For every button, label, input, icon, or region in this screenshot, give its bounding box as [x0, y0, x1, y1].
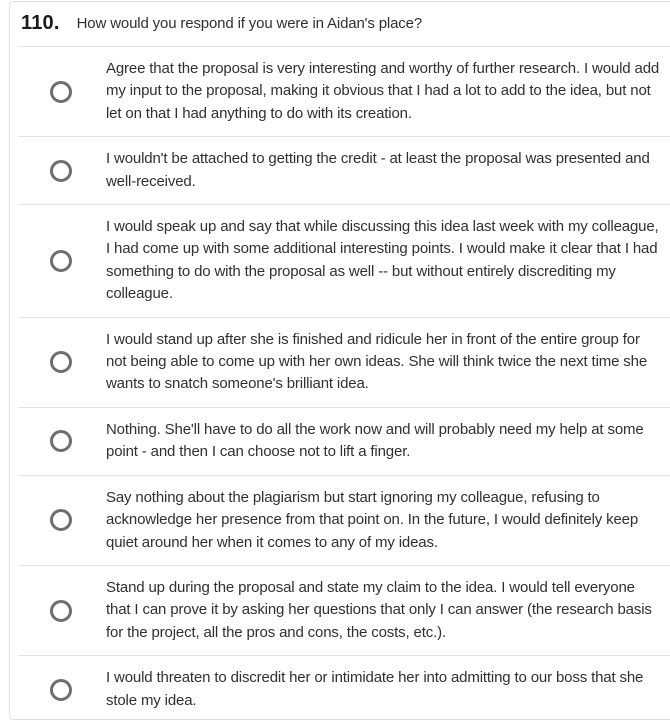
radio-button-icon[interactable] [50, 160, 72, 182]
answer-option-4[interactable] [10, 318, 670, 407]
answer-option-label: I would speak up and say that while discussing this idea last week with my colleague, I had come up with some additional interesting points. I would make it clear that I had something to do with the proposal as well -- but without entirely discrediting my colleague. [106, 218, 659, 303]
radio-button-icon[interactable] [50, 679, 72, 701]
answer-option-8[interactable] [10, 656, 670, 720]
radio-button-icon[interactable] [50, 430, 72, 452]
radio-button-icon[interactable] [50, 600, 72, 622]
answer-option-3[interactable] [10, 205, 670, 317]
radio-button-icon[interactable] [50, 351, 72, 373]
radio-button-icon[interactable] [50, 509, 72, 531]
question-text: How would you respond if you were in Aidan's place? [76, 15, 423, 32]
answer-option-1[interactable] [10, 47, 670, 136]
answer-option-7[interactable] [10, 566, 670, 655]
answer-option-label: I wouldn't be attached to getting the credit - at least the proposal was presented and well-received. [106, 150, 650, 190]
radio-button-icon[interactable] [50, 250, 72, 272]
answer-option-5[interactable] [10, 408, 670, 475]
answer-option-6[interactable] [10, 476, 670, 565]
answer-option-label: Stand up during the proposal and state my claim to the idea. I would tell everyone that I can prove it by asking her questions that only I can answer (the research basis for the project, all the pros and cons, the costs, etc.). [106, 578, 652, 641]
radio-button-icon[interactable] [50, 81, 72, 103]
answer-option-label: Say nothing about the plagiarism but start ignoring my colleague, refusing to acknowledge her presence from that point on. In the future, I would definitely keep quiet around her when it comes to any of my ideas. [106, 488, 639, 551]
question-card [9, 1, 670, 720]
answer-option-label: Nothing. She'll have to do all the work now and will probably need my help at some point - and then I can choose not to lift a finger. [106, 420, 644, 461]
answer-option-2[interactable] [10, 137, 670, 204]
question-header [10, 2, 670, 46]
answer-option-label: Agree that the proposal is very interesting and worthy of further research. I would add my input to the proposal, making it obvious that I had a lot to add to the idea, but not let on that I had anything to do with its creation. [106, 60, 660, 122]
answer-option-label: I would stand up after she is finished and ridicule her in front of the entire group for not being able to come up with her own ideas. She will think twice the next time she wants to snatch someone's brilliant idea. [106, 330, 648, 393]
answer-option-label: I would threaten to discredit her or intimidate her into admitting to our boss that she stole my idea. [106, 669, 644, 709]
question-number: 110. [21, 12, 60, 34]
